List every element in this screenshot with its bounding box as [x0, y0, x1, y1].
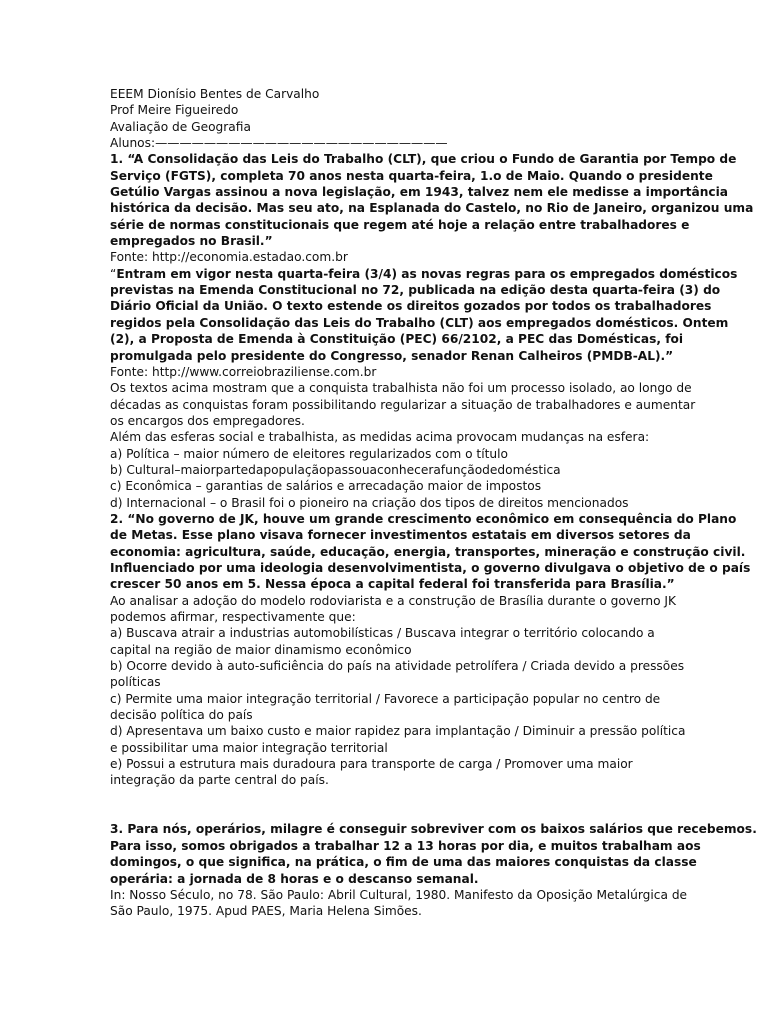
q2-option-d-cont: e possibilitar uma maior integração territorial: [110, 740, 388, 755]
q1-quote2-line: Entram em vigor nesta quarta-feira (3/4) as novas regras para os empregados domésticos: [116, 266, 738, 281]
q3-quote-line: Para isso, somos obrigados a trabalhar 12 a 13 horas por dia, e muitos trabalham aos: [110, 838, 701, 853]
document-page: [110, 86, 757, 920]
teacher-name: Prof Meire Figueiredo: [110, 103, 239, 118]
question-1: [110, 151, 754, 511]
q1-text-line: Os textos acima mostram que a conquista trabalhista não foi um processo isolado, ao longo de: [110, 381, 692, 396]
q2-quote-line: Influenciado por uma ideologia desenvolvimentista, o governo divulgava o objetivo de o país: [110, 560, 751, 575]
q1-quote2-line: regidos pela Consolidação das Leis do Trabalho (CLT) aos empregados domésticos. Ontem: [110, 315, 729, 330]
q1-quote1-line: Serviço (FGTS), completa 70 anos nesta quarta-feira, 1.o de Maio. Quando o presidente: [110, 168, 713, 183]
q2-option-a-cont: capital na região de maior dinamismo econômico: [110, 642, 412, 657]
q1-option-a: a) Política – maior número de eleitores regularizados com o título: [110, 446, 508, 461]
question-3: [110, 821, 757, 919]
q2-option-e-cont: integração da parte central do país.: [110, 773, 329, 788]
q3-quote-line: operária: a jornada de 8 horas e o descanso semanal.: [110, 871, 479, 886]
q1-quote1-line: histórica da decisão. Mas seu ato, na Esplanada do Castelo, no Rio de Janeiro, organizou uma: [110, 201, 754, 216]
q1-option-d: d) Internacional – o Brasil foi o pioneiro na criação dos tipos de direitos mencionados: [110, 495, 629, 510]
q1-text-line: Além das esferas social e trabalhista, as medidas acima provocam mudanças na esfera:: [110, 430, 650, 445]
q2-quote-line: economia: agricultura, saúde, educação, energia, transportes, mineração e construção civil.: [110, 544, 746, 559]
q1-text-line: décadas as conquistas foram possibilitando regularizar a situação de trabalhadores e aumentar: [110, 397, 696, 412]
q2-quote-line: de Metas. Esse plano visava fornecer investimentos estatais em diversos setores da: [110, 528, 691, 543]
q2-text-line: podemos afirmar, respectivamente que:: [110, 610, 356, 624]
q1-quote1-line: empregados no Brasil.”: [110, 234, 273, 249]
q1-option-c: c) Econômica – garantias de salários e arrecadação maior de impostos: [110, 479, 542, 494]
q1-source1: Fonte: http://economia.estadao.com.br: [110, 250, 348, 265]
q1-quote2-line: Diário Oficial da União. O texto estende os direitos gozados por todos os trabalhadores: [110, 299, 712, 314]
q1-source2: Fonte: http://www.correiobraziliense.com.br: [110, 364, 377, 379]
blank-space: [110, 789, 658, 822]
question-2: [110, 511, 751, 789]
q1-quote2-line: promulgada pelo presidente do Congresso, senador Renan Calheiros (PMDB-AL).”: [110, 348, 674, 363]
q2-option-e: e) Possui a estrutura mais duradoura para transporte de carga / Promover uma maior: [110, 757, 633, 772]
q1-quote2-first-line: [110, 266, 738, 282]
q2-option-c: c) Permite uma maior integração territorial / Favorece a participação popular no centro de: [110, 691, 661, 706]
q2-option-d: d) Apresentava um baixo custo e maior rapidez para implantação / Diminuir a pressão política: [110, 724, 686, 739]
q3-quote-line: 3. Para nós, operários, milagre é conseguir sobreviver com os baixos salários que recebemos.: [110, 822, 757, 837]
q1-quote1-line: 1. “A Consolidação das Leis do Trabalho (CLT), que criou o Fundo de Garantia por Tempo de: [110, 152, 737, 167]
q2-quote-line: crescer 50 anos em 5. Nessa época a capital federal foi transferida para Brasília.”: [110, 577, 675, 592]
q2-option-c-cont: decisão política do país: [110, 708, 253, 723]
students-field: Alunos:————————————————————————: [110, 136, 448, 151]
q2-option-a: a) Buscava atrair a industrias automobilísticas / Buscava integrar o território colocando a: [110, 626, 655, 641]
q2-option-b-cont: políticas: [110, 675, 161, 690]
q3-source-line: São Paulo, 1975. Apud PAES, Maria Helena Simões.: [110, 904, 422, 919]
q1-option-b: b) Cultural–maiorpartedapopulaçãopassouaconhecerafunçãodedoméstica: [110, 462, 561, 477]
q1-quote2-line: previstas na Emenda Constitucional no 72, publicada na edição desta quarta-feira (3) do: [110, 283, 721, 298]
q1-quote2-open-mark: “: [110, 266, 117, 281]
q1-text-line: os encargos dos empregadores.: [110, 413, 305, 428]
exam-subject: Avaliação de Geografia: [110, 119, 251, 134]
q2-quote-line: 2. “No governo de JK, houve um grande crescimento econômico em consequência do Plano: [110, 511, 737, 526]
q3-quote-line: domingos, o que significa, na prática, o fim de uma das maiores conquistas da classe: [110, 855, 697, 870]
q1-quote1-line: Getúlio Vargas assinou a nova legislação, em 1943, talvez nem ele medisse a importância: [110, 185, 728, 200]
q3-source-line: In: Nosso Século, no 78. São Paulo: Abril Cultural, 1980. Manifesto da Oposição Metalúrgica de: [110, 887, 688, 902]
q1-quote1-line: série de normas constitucionais que regem até hoje a relação entre trabalhadores e: [110, 217, 690, 232]
q2-text-line: Ao analisar a adoção do modelo rodoviarista e a construção de Brasília durante o governo JK: [110, 593, 677, 608]
q1-quote2-line: (2), a Proposta de Emenda à Constituição (PEC) 66/2102, a PEC das Domésticas, foi: [110, 332, 684, 347]
q2-option-b: b) Ocorre devido à auto-suficiência do país na atividade petrolífera / Criada devido a pressões: [110, 659, 685, 674]
school-name: EEEM Dionísio Bentes de Carvalho: [110, 87, 320, 101]
